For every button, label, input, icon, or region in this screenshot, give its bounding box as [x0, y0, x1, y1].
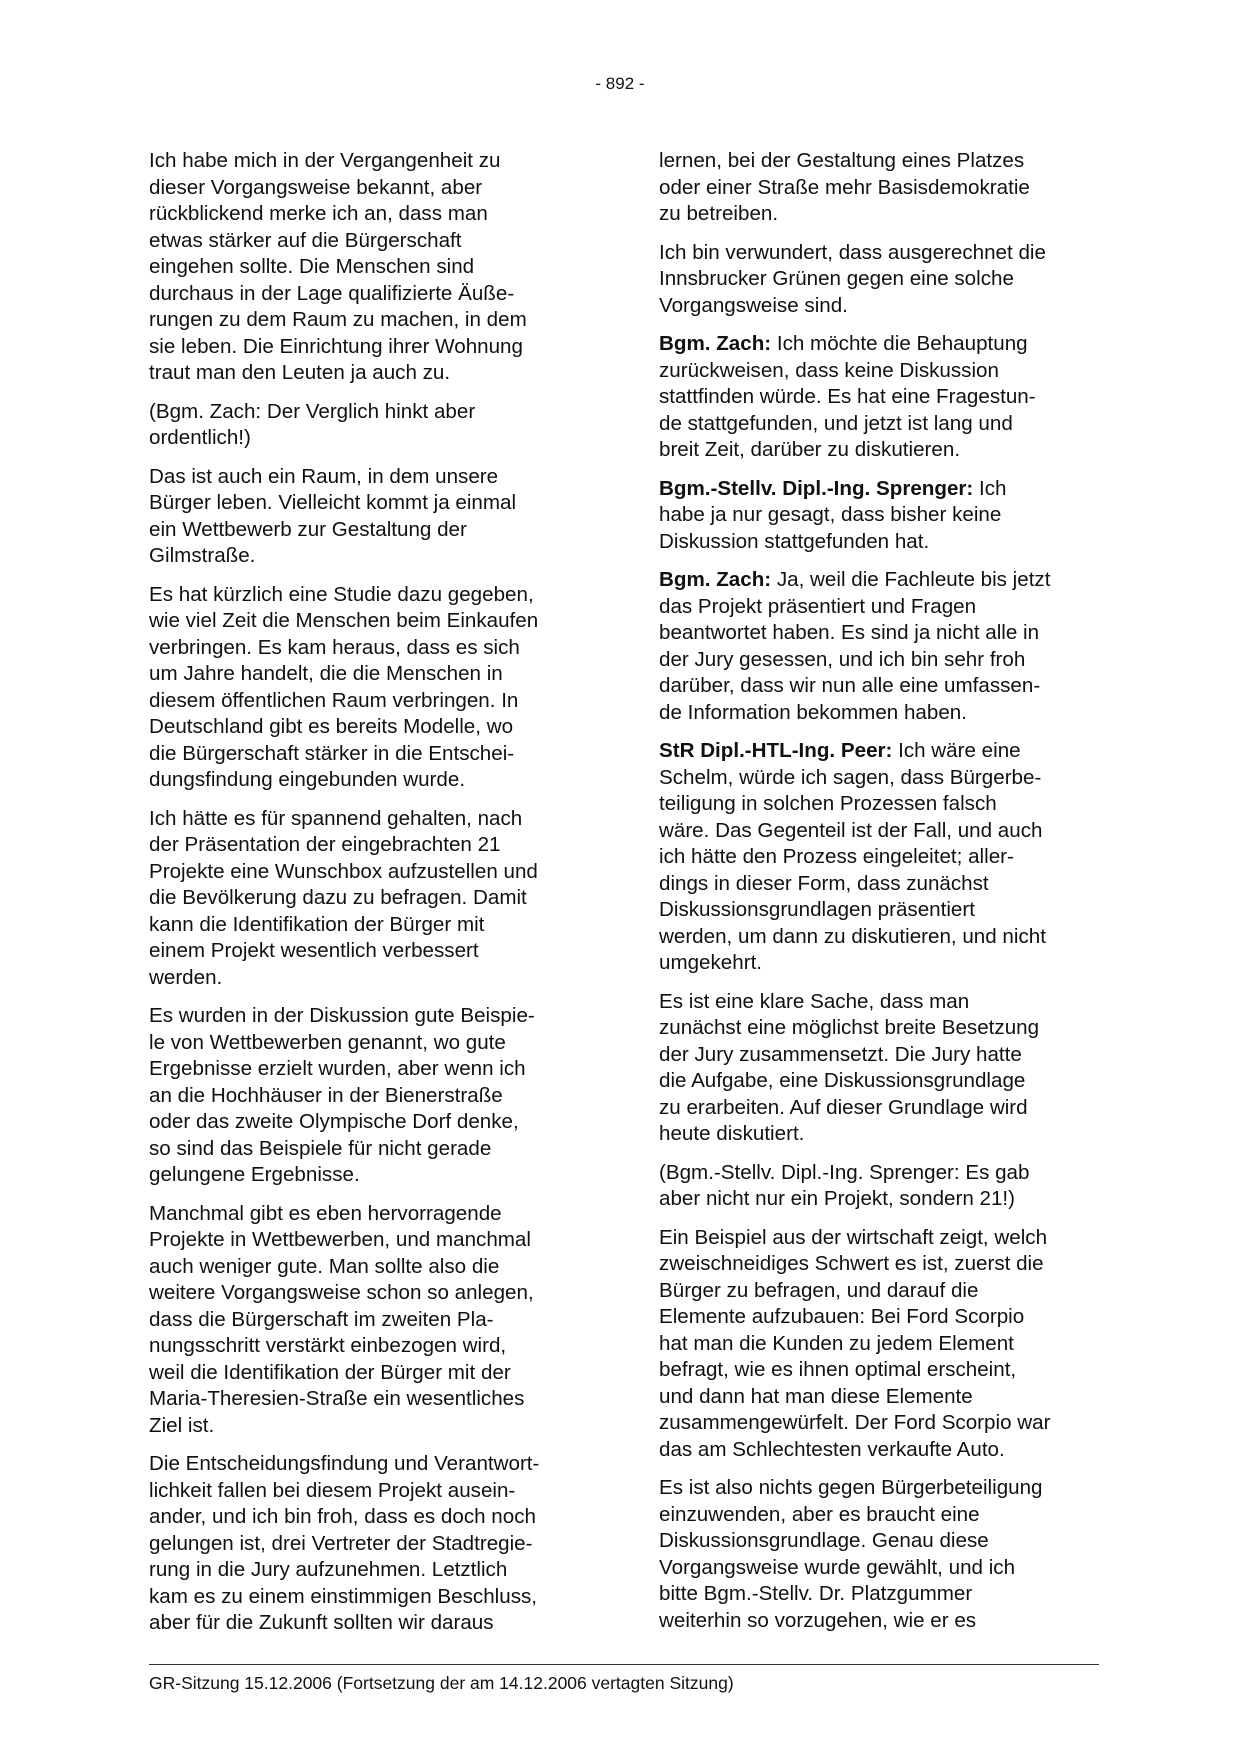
speaker-name: Bgm. Zach:	[659, 332, 772, 355]
speech-paragraph	[659, 476, 1099, 556]
paragraph: Es ist eine klare Sache, dass man zunächst eine möglichst breite Besetzung der Jury zusammensetzt. Die Jury hatte die Aufgabe, eine Diskussionsgrundlage zu erarbeiten. Auf dieser Grundlage wird heute diskutiert.	[659, 989, 1040, 1145]
speech-text: Ich habe ja nur gesagt, dass bisher keine Diskussion stattgefunden hat.	[659, 476, 1007, 553]
paragraph: Es wurden in der Diskussion gute Beispie- le von Wettbewerben genannt, wo gute Ergebnisse erzielt wurden, aber wenn ich an die Hochhäuser in der Bienerstraße oder das zweite Olympische Dorf denke, so sind das Beispiele für nicht gerade gelungene Ergebnisse.	[149, 1004, 535, 1186]
paragraph: Ich hätte es für spannend gehalten, nach der Präsentation der eingebrachten 21 Projekte eine Wunschbox aufzustellen und die Bevölkerung dazu zu befragen. Damit kann die Identifikation der Bürger mit einem Projekt wesentlich verbessert werden.	[149, 806, 538, 989]
paragraph: Ein Beispiel aus der wirtschaft zeigt, welch zweischneidiges Schwert es ist, zuerst die Bürger zu befragen, und darauf die Elemente aufzubauen: Bei Ford Scorpio hat man die Kunden zu jedem Element befragt, wie es ihnen optimal erscheint, und dann hat man diese Elemente zusammengewürfelt. Der Ford Scorpio war das am Schlechtesten verkaufte Auto.	[659, 1225, 1051, 1461]
paragraph: Es ist also nichts gegen Bürgerbeteiligung einzuwenden, aber es braucht eine Diskussionsgrundlage. Genau diese Vorgangsweise wurde gewählt, und ich bitte Bgm.-Stellv. Dr. Platzgummer weiterhin so vorzugehen, wie er es	[659, 1476, 1043, 1632]
paragraph: Ich habe mich in der Vergangenheit zu dieser Vorgangsweise bekannt, aber rückblickend merke ich an, dass man etwas stärker auf die Bürgerschaft eingehen sollte. Die Menschen sind durchaus in der Lage qualifizierte Äuße- rungen zu dem Raum zu machen, in dem sie leben. Die Einrichtung ihrer Wohnung traut man den Leuten ja auch zu.	[149, 149, 527, 384]
speech-paragraph	[659, 738, 1099, 977]
paragraph: Ich bin verwundert, dass ausgerechnet die Innsbrucker Grünen gegen eine solche Vorgangsweise sind.	[659, 240, 1046, 317]
speech-text: Ich wäre eine Schelm, würde ich sagen, dass Bürgerbe- teiligung in solchen Prozessen falsch wäre. Das Gegenteil ist der Fall, und auch ich hätte den Prozess eingeleitet; aller- dings in dieser Form, dass zunächst Diskussionsgrundlagen präsentiert werden, um dann zu diskutieren, und nicht umgekehrt.	[659, 739, 1046, 974]
left-column	[149, 148, 589, 1649]
speaker-name: StR Dipl.-HTL-Ing. Peer:	[659, 739, 893, 762]
paragraph: Manchmal gibt es eben hervorragende Projekte in Wettbewerben, und manchmal auch weniger gute. Man sollte also die weitere Vorgangsweise schon so anlegen, dass die Bürgerschaft im zweiten Pla- nungsschritt verstärkt einbezogen wird, weil die Identifikation der Bürger mit der Maria-Theresien-Straße ein wesentliches Ziel ist.	[149, 1201, 534, 1437]
speech-text: Ich möchte die Behauptung zurückweisen, dass keine Diskussion stattfinden würde. Es hat eine Fragestun- de stattgefunden, und jetzt ist lang und breit Zeit, darüber zu diskutieren.	[659, 332, 1036, 461]
speech-paragraph	[659, 331, 1099, 464]
speaker-name: Bgm. Zach:	[659, 568, 772, 591]
speaker-name: Bgm.-Stellv. Dipl.-Ing. Sprenger:	[659, 476, 974, 500]
paragraph: Es hat kürzlich eine Studie dazu gegeben, wie viel Zeit die Menschen beim Einkaufen verbringen. Es kam heraus, dass es sich um Jahre handelt, die die Menschen in diesem öffentlichen Raum verbringen. In Deutschland gibt es bereits Modelle, wo die Bürgerschaft stärker in die Entschei- dungsfindung eingebunden wurde.	[149, 582, 539, 791]
footer-divider	[149, 1664, 1099, 1665]
paragraph: lernen, bei der Gestaltung eines Platzes oder einer Straße mehr Basisdemokratie zu betreiben.	[659, 149, 1030, 225]
interjection: (Bgm.-Stellv. Dipl.-Ing. Sprenger: Es gab aber nicht nur ein Projekt, sondern 21!)	[659, 1160, 1030, 1210]
footer-session-info: GR-Sitzung 15.12.2006 (Fortsetzung der am 14.12.2006 vertagten Sitzung)	[149, 1673, 734, 1693]
speech-text: Ja, weil die Fachleute bis jetzt das Projekt präsentiert und Fragen beantwortet haben. Es sind ja nicht alle in der Jury gesessen, und ich bin sehr froh darüber, dass wir nun alle eine umfassen- de Information bekommen haben.	[659, 568, 1051, 724]
page-number: - 892 -	[595, 74, 645, 93]
paragraph: Die Entscheidungsfindung und Verantwort- lichkeit fallen bei diesem Projekt ausein- ander, und ich bin froh, dass es doch noch gelungen ist, drei Vertreter der Stadtregie- rung in die Jury aufzunehmen. Letztlich kam es zu einem einstimmigen Beschluss, aber für die Zukunft sollten wir daraus	[149, 1452, 540, 1634]
right-column	[659, 148, 1099, 1646]
interjection: (Bgm. Zach: Der Verglich hinkt aber ordentlich!)	[149, 399, 476, 449]
paragraph: Das ist auch ein Raum, in dem unsere Bürger leben. Vielleicht kommt ja einmal ein Wettbewerb zur Gestaltung der Gilmstraße.	[149, 464, 517, 567]
speech-paragraph	[659, 567, 1099, 726]
